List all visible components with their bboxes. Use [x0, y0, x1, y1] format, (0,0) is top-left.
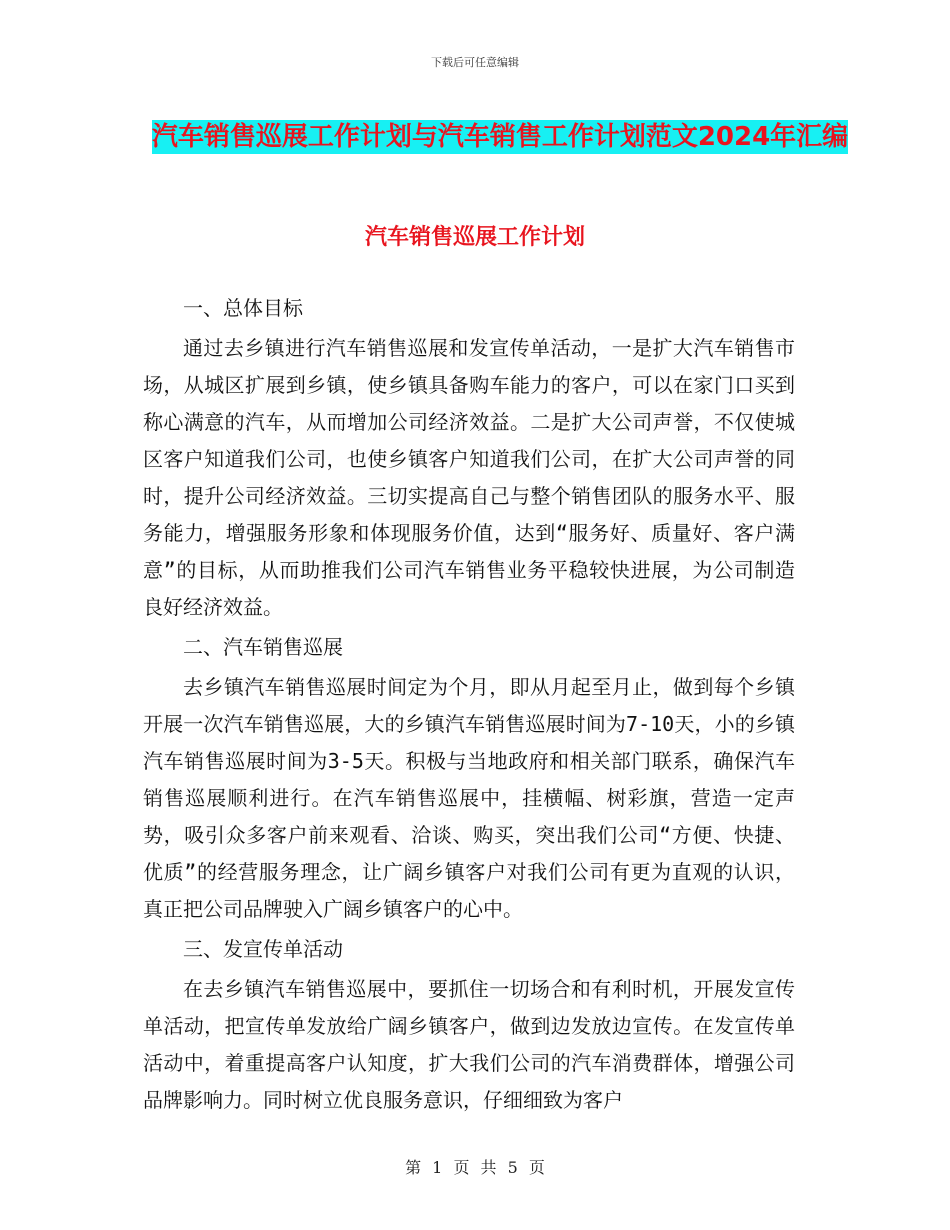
document-title — [140, 112, 860, 162]
header-note: 下载后可任意编辑 — [431, 56, 519, 69]
paragraph: 在去乡镇汽车销售巡展中，要抓住一切场合和有利时机，开展发宣传单活动，把宣传单发放给广阔乡镇客户，做到边发放边宣传。在发宣传单活动中，着重提高客户认知度，扩大我们公司的汽车消费群体，增强公司品牌影响力。同时树立优良服务意识，仔细细致为客户 — [143, 977, 795, 1112]
paragraph: 通过去乡镇进行汽车销售巡展和发宣传单活动，一是扩大汽车销售市场，从城区扩展到乡镇，使乡镇具备购车能力的客户，可以在家门口买到称心满意的汽车，从而增加公司经济效益。二是扩大公司声誉，不仅使城区客户知道我们公司，也使乡镇客户知道我们公司，在扩大公司声誉的同时，提升公司经济效益。三切实提高自己与整个销售团队的服务水平、服务能力，增强服务形象和体现服务价值，达到“服务好、质量好、客户满意”的目标，从而助推我们公司汽车销售业务平稳较快进展，为公司制造良好经济效益。 — [143, 336, 795, 619]
paragraph-heading: 一、总体目标 — [183, 296, 303, 320]
page-number: 第 1 页 共 5 页 — [405, 1158, 545, 1177]
document-title-text: 汽车销售巡展工作计划与汽车销售工作计划范文2024年汇编 — [151, 122, 849, 152]
paragraph-heading: 三、发宣传单活动 — [183, 937, 343, 961]
paragraph-heading: 二、汽车销售巡展 — [183, 635, 343, 659]
section-title: 汽车销售巡展工作计划 — [364, 225, 585, 250]
paragraph: 去乡镇汽车销售巡展时间定为个月，即从月起至月止，做到每个乡镇开展一次汽车销售巡展，大的乡镇汽车销售巡展时间为7-10天，小的乡镇汽车销售巡展时间为3-5天。积极与当地政府和相关部门联系，确保汽车销售巡展顺利进行。在汽车销售巡展中，挂横幅、树彩旗，营造一定声势，吸引众多客户前来观看、洽谈、购买，突出我们公司“方便、快捷、优质”的经营服务理念，让广阔乡镇客户对我们公司有更为直观的认识，真正把公司品牌驶入广阔乡镇客户的心中。 — [143, 675, 795, 921]
document-body — [143, 290, 795, 1122]
